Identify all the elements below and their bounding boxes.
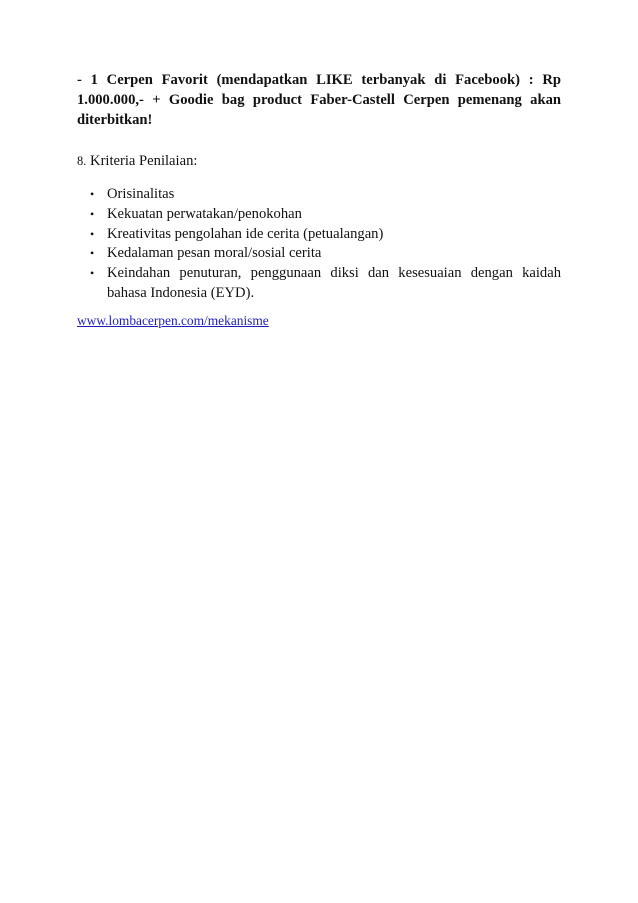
criteria-list [77,185,561,304]
bullet-icon: • [90,187,95,201]
criteria-item-text: Kekuatan perwatakan/penokohan [107,205,302,222]
criteria-item-text: Keindahan penuturan, penggunaan diksi dan kesesuaian dengan kaidah bahasa Indonesia (EYD). [107,265,561,301]
criteria-heading [77,151,561,171]
list-item [77,205,561,225]
mekanisme-link[interactable]: www.lombacerpen.com/mekanisme [77,312,269,328]
bullet-icon: • [90,246,95,261]
criteria-section-number: 8. [77,154,87,168]
criteria-section-title: Kriteria Penilaian: [90,153,198,169]
criteria-item-text: Orisinalitas [107,186,175,202]
bullet-icon: • [90,226,95,241]
criteria-item-text: Kreativitas pengolahan ide cerita (petualangan) [107,225,384,242]
list-item [77,244,561,264]
bullet-icon: • [90,266,95,281]
favorite-prize-paragraph: - 1 Cerpen Favorit (mendapatkan LIKE terbanyak di Facebook) : Rp 1.000.000,- + Goodie bag product Faber-Castell Cerpen pemenang akan diterbitkan! [77,72,561,128]
document-page [77,70,561,330]
list-item [77,225,561,245]
list-item [77,185,561,205]
list-item [77,264,561,304]
criteria-item-text: Kedalaman pesan moral/sosial cerita [107,245,322,262]
bullet-icon: • [90,206,95,221]
